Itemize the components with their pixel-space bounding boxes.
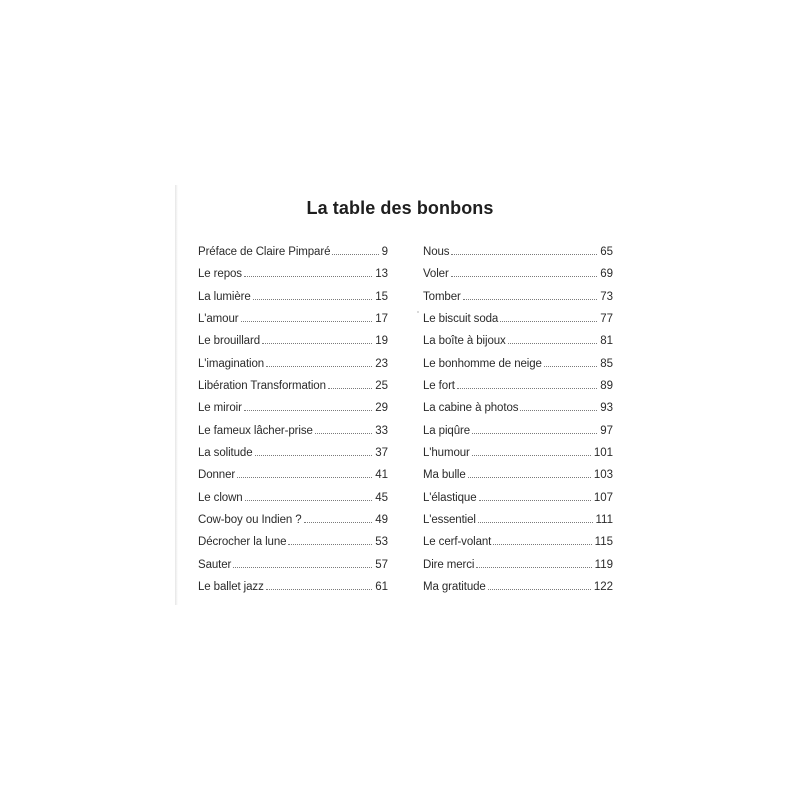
toc-entry-page-number: 103 [593, 469, 613, 482]
dot-leader [508, 332, 598, 344]
toc-entry-title: Décrocher la lune [198, 536, 287, 549]
dot-leader [520, 399, 597, 411]
toc-entry-page-number: 49 [375, 514, 388, 527]
toc-entry [423, 466, 613, 488]
dot-leader [304, 511, 373, 523]
toc-entry [423, 489, 613, 511]
toc-entry [423, 355, 613, 377]
dot-leader [255, 444, 373, 456]
toc-entry-page-number: 97 [600, 424, 613, 437]
toc-entry [198, 466, 388, 488]
toc-entry-page-number: 81 [600, 335, 613, 348]
toc-entry-page-number: 19 [375, 335, 388, 348]
dot-leader [262, 332, 372, 344]
toc-entry-title: L'essentiel [423, 514, 476, 527]
toc-entry-title: Le ballet jazz [198, 581, 264, 594]
toc-entry-title: Préface de Claire Pimparé [198, 246, 331, 258]
dot-leader [315, 422, 372, 434]
toc-entry [423, 578, 613, 600]
toc-entry [198, 265, 388, 287]
dot-leader [472, 444, 591, 456]
toc-right-column [423, 243, 613, 601]
toc-entry [423, 288, 613, 310]
toc-entry-page-number: 17 [375, 313, 388, 326]
toc-entry [198, 310, 388, 332]
toc-entry [423, 243, 613, 265]
toc-entry [423, 265, 613, 287]
toc-entry-title: L'élastique [423, 491, 477, 504]
toc-entry-title: Le fort [423, 380, 455, 393]
toc-entry-title: Tomber [423, 290, 461, 303]
toc-entry-page-number: 119 [594, 558, 613, 571]
toc-entry-page-number: 23 [375, 357, 388, 370]
toc-entry [198, 332, 388, 354]
page-title: La table des bonbons [306, 198, 494, 218]
toc-entry-page-number: 93 [600, 402, 613, 415]
toc-entry-title: L'imagination [198, 357, 265, 370]
toc-entry-title: Le miroir [198, 402, 242, 415]
toc-entry-page-number: 9 [381, 246, 388, 258]
dot-leader [479, 489, 591, 501]
paper-speck [417, 311, 419, 313]
toc-entry-page-number: 37 [375, 447, 388, 460]
toc-entry [198, 556, 388, 578]
dot-leader [245, 489, 373, 501]
dot-leader [328, 377, 372, 389]
dot-leader [472, 422, 597, 434]
toc-entry [423, 511, 613, 533]
dot-leader [237, 466, 372, 478]
toc-entry [423, 377, 613, 399]
toc-entry-page-number: 101 [593, 447, 613, 460]
toc-entry-title: La boîte à bijoux [423, 335, 506, 348]
dot-leader [451, 243, 597, 255]
toc-entry [198, 399, 388, 421]
dot-leader [463, 288, 597, 300]
toc-entry [423, 399, 613, 421]
toc-entry-title: La piqûre [423, 424, 471, 437]
toc-entry-page-number: 15 [375, 290, 388, 303]
dot-leader [266, 355, 372, 367]
toc-entry-page-number: 45 [375, 491, 388, 504]
dot-leader [233, 556, 372, 568]
toc-entry [198, 533, 388, 555]
toc-entry [198, 288, 388, 310]
toc-entry-title: Ma gratitude [423, 581, 486, 594]
toc-entry-title: La lumière [198, 290, 251, 303]
toc-entry-title: L'amour [198, 313, 239, 326]
dot-leader [241, 310, 373, 322]
toc-entry [423, 444, 613, 466]
toc-entry [423, 422, 613, 444]
toc-entry [198, 355, 388, 377]
toc-entry-page-number: 85 [600, 357, 613, 370]
toc-entry-title: Donner [198, 469, 236, 482]
toc-entry-title: Le cerf-volant [423, 536, 492, 549]
toc-entry-page-number: 69 [600, 268, 613, 281]
toc-entry-page-number: 73 [600, 290, 613, 303]
toc-entry-page-number: 29 [375, 402, 388, 415]
toc-entry-title: Cow-boy ou Indien ? [198, 514, 302, 527]
dot-leader [244, 265, 372, 277]
toc-entry-title: Le clown [198, 491, 243, 504]
toc-entry-title: Le brouillard [198, 335, 260, 348]
dot-leader [488, 578, 591, 590]
toc-entry-page-number: 65 [600, 246, 613, 258]
toc-entry [198, 578, 388, 600]
toc-entry-title: Le repos [198, 268, 242, 281]
toc-entry-page-number: 57 [375, 558, 388, 571]
toc-entry-title: Ma bulle [423, 469, 466, 482]
toc-entry-title: Le bonhomme de neige [423, 357, 542, 370]
dot-leader [476, 556, 591, 568]
dot-leader [288, 533, 372, 545]
toc-entry-page-number: 61 [375, 581, 388, 594]
toc-entry-title: Voler [423, 268, 449, 281]
toc-entry-page-number: 77 [600, 313, 613, 326]
dot-leader [332, 243, 378, 255]
toc-entry-page-number: 25 [375, 380, 388, 393]
toc-entry-page-number: 107 [593, 491, 613, 504]
toc-entry [198, 489, 388, 511]
dot-leader [266, 578, 372, 590]
dot-leader [544, 355, 597, 367]
dot-leader [493, 533, 591, 545]
toc-entry-page-number: 41 [375, 469, 388, 482]
toc-entry-title: Le biscuit soda [423, 313, 499, 326]
toc-entry-page-number: 89 [600, 380, 613, 393]
toc-entry-title: La cabine à photos [423, 402, 519, 415]
dot-leader [500, 310, 597, 322]
toc-entry [423, 310, 613, 332]
toc-entry [423, 533, 613, 555]
toc-entry-title: Libération Transformation [198, 380, 326, 393]
toc-entry-page-number: 115 [594, 536, 613, 549]
dot-leader [478, 511, 593, 523]
toc-entry [198, 243, 388, 265]
toc-entry-page-number: 111 [595, 514, 613, 527]
toc-entry-title: Dire merci [423, 558, 475, 571]
dot-leader [451, 265, 597, 277]
toc-entry-title: Nous [423, 246, 450, 258]
dot-leader [468, 466, 591, 478]
toc-entry-title: Le fameux lâcher-prise [198, 424, 313, 437]
toc-entry [423, 332, 613, 354]
toc-entry-title: L'humour [423, 447, 470, 460]
page-edge-shadow [175, 185, 178, 605]
toc-entry [198, 377, 388, 399]
toc-entry-page-number: 122 [593, 581, 613, 594]
toc-entry-title: Sauter [198, 558, 232, 571]
dot-leader [457, 377, 597, 389]
toc-entry-page-number: 33 [375, 424, 388, 437]
toc-entry [198, 422, 388, 444]
toc-entry-page-number: 13 [375, 268, 388, 281]
dot-leader [244, 399, 372, 411]
toc-entry [423, 556, 613, 578]
toc-entry-title: La solitude [198, 447, 253, 460]
toc-entry [198, 444, 388, 466]
toc-entry-page-number: 53 [375, 536, 388, 549]
toc-left-column [198, 243, 388, 601]
toc-entry [198, 511, 388, 533]
dot-leader [253, 288, 373, 300]
